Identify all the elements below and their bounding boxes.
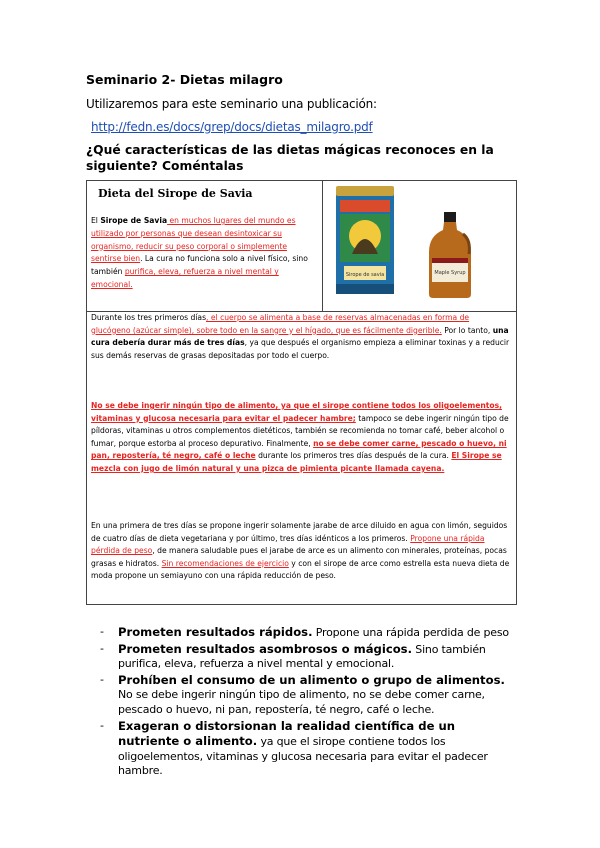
seminar-heading: Seminario 2- Dietas milagro [86,72,283,87]
maple-syrup-bottle-image [427,212,473,298]
article-paragraph-3: No se debe ingerir ningún tipo de alimento, ya que el sirope contiene todos los oligoelementos, vitaminas y glucosa necesaria para evitar el padecer hambre; tampoco se debe ingerir ningún tipo de píldoras, vitaminas u otros complementos dietéticos, también se recomienda no tomar café, beber alcohol o fumar, porque estorba al proceso depurativo. Finalmente, no se debe comer carne, pescado o huevo, ni pan, repostería, té negro, café o leche durante los primeros tres días después de la cura. El Sirope se mezcla con jugo de limón natural y una pizca de pimienta picante llamada cayena. [91,401,509,473]
article-paragraph-4: En una primera de tres días se propone ingerir solamente jarabe de arce diluido en agua con limón, seguidos de cuatro días de dieta vegetariana y por último, tres días idénticos a los primeros. Propone una rápida pérdida de peso, de manera saludable pues el jarabe de arce es un alimento con minerales, proteínas, pocas grasas e hidratos. Sin recomendaciones de ejercicio y con el sirope de arce como estrella esta nueva dieta de moda propone un semiayuno con una rápida reducción de peso. [91,521,510,581]
question-text: ¿Qué características de las dietas mágicas reconoces en la siguiente? Coméntalas [86,143,494,173]
bottle-label: Maple Syrup [434,270,466,276]
intro-text: Utilizaremos para este seminario una publicación: [86,97,377,111]
list-item: - Prohíben el consumo de un alimento o grupo de alimentos. No se debe ingerir ningún tipo de alimento, no se debe comer carne, pescado o huevo, ni pan, repostería, té negro, café o leche. [100,672,505,716]
article-title: Dieta del Sirope de Savia [98,187,253,200]
tin-label: Sirope de savia [345,272,385,278]
publication-link[interactable]: http://fedn.es/docs/grep/docs/dietas_milagro.pdf [91,120,373,134]
list-item: - Prometen resultados asombrosos o mágicos. Sino también purifica, eleva, refuerza a nivel mental y emocional. [100,641,486,671]
article-paragraph-1: El Sirope de Savia en muchos lugares del mundo es utilizado por personas que desean desintoxicar su organismo, reducir su peso corporal o simplemente sentirse bien. La cura no funciona solo a nivel físico, sino también purifica, eleva, refuerza a nivel mental y emocional. [91,216,308,289]
list-item: - Exageran o distorsionan la realidad científica de un nutriente o alimento. ya que el sirope contiene todos los oligoelementos, vitaminas y glucosa necesaria para evitar el padecer hambre. [100,718,488,778]
sirope-tin-image [334,184,396,296]
article-paragraph-2: Durante los tres primeros días, el cuerpo se alimenta a base de reservas almacenadas en forma de glucógeno (azúcar simple), sobre todo en la sangre y el hígado, que es fácilmente digerible. Por lo tanto, una cura debería durar más de tres días, ya que después el organismo empieza a eliminar toxinas y a reducir sus demás reservas de grasas depositadas por todo el cuerpo. [91,313,510,360]
characteristics-list [100,625,520,780]
list-item: - Prometen resultados rápidos. Propone una rápida perdida de peso [100,625,509,639]
box-divider-vertical [322,180,323,311]
